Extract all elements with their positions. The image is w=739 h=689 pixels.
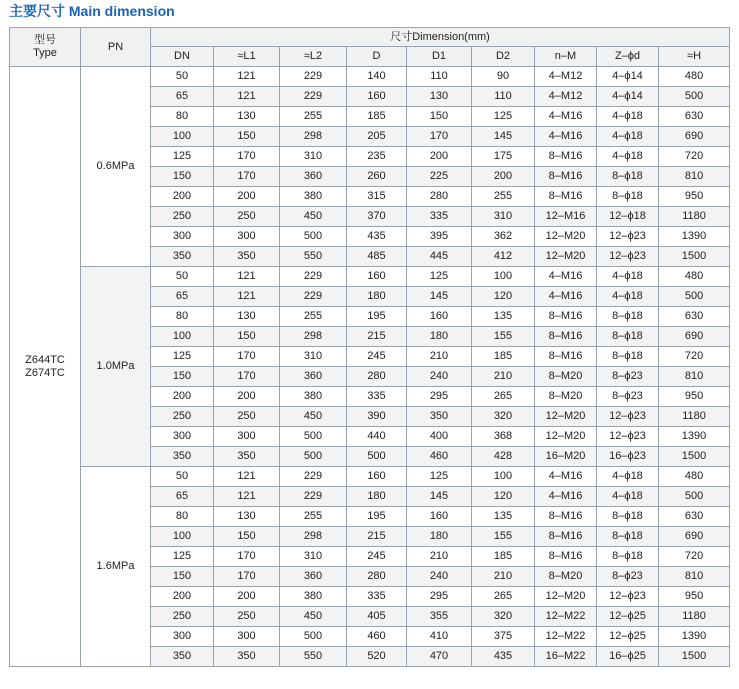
table-cell: 121 (214, 487, 280, 507)
table-cell: 12–ϕ25 (597, 607, 659, 627)
table-cell: 240 (407, 567, 472, 587)
table-cell: 185 (347, 107, 407, 127)
table-cell: 4–ϕ18 (597, 287, 659, 307)
pn-cell: 1.0MPa (81, 267, 151, 467)
table-cell: 200 (151, 387, 214, 407)
table-cell: 8–ϕ18 (597, 547, 659, 567)
table-cell: 8–ϕ18 (597, 167, 659, 187)
table-cell: 8–ϕ18 (597, 347, 659, 367)
table-cell: 121 (214, 87, 280, 107)
table-cell: 135 (472, 307, 535, 327)
table-cell: 229 (280, 467, 347, 487)
table-cell: 412 (472, 247, 535, 267)
table-cell: 170 (214, 547, 280, 567)
table-cell: 195 (347, 507, 407, 527)
table-cell: 12–M20 (535, 427, 597, 447)
table-cell: 245 (347, 547, 407, 567)
table-cell: 90 (472, 67, 535, 87)
table-cell: 150 (151, 167, 214, 187)
table-cell: 12–M20 (535, 247, 597, 267)
table-cell: 8–ϕ23 (597, 387, 659, 407)
table-cell: 350 (407, 407, 472, 427)
table-cell: 80 (151, 107, 214, 127)
table-cell: 300 (151, 427, 214, 447)
table-cell: 65 (151, 287, 214, 307)
table-cell: 460 (347, 627, 407, 647)
table-cell: 350 (214, 647, 280, 667)
table-cell: 500 (280, 227, 347, 247)
table-cell: 4–M16 (535, 487, 597, 507)
table-cell: 160 (347, 467, 407, 487)
header-pn: PN (81, 28, 151, 67)
table-cell: 210 (472, 367, 535, 387)
table-cell: 125 (151, 147, 214, 167)
table-cell: 1180 (659, 407, 730, 427)
table-cell: 8–ϕ18 (597, 187, 659, 207)
table-cell: 1500 (659, 647, 730, 667)
header-row-1 (10, 28, 730, 47)
table-cell: 395 (407, 227, 472, 247)
table-cell: 140 (347, 67, 407, 87)
table-cell: 1390 (659, 427, 730, 447)
table-cell: 12–ϕ23 (597, 407, 659, 427)
table-cell: 300 (151, 627, 214, 647)
table-cell: 250 (214, 607, 280, 627)
table-cell: 4–M16 (535, 127, 597, 147)
table-body (10, 28, 730, 667)
table-cell: 720 (659, 347, 730, 367)
table-cell: 8–ϕ23 (597, 567, 659, 587)
table-cell: 121 (214, 467, 280, 487)
table-cell: 245 (347, 347, 407, 367)
table-cell: 121 (214, 267, 280, 287)
table-cell: 8–M20 (535, 387, 597, 407)
table-cell: 150 (151, 367, 214, 387)
table-cell: 1180 (659, 207, 730, 227)
table-cell: 80 (151, 507, 214, 527)
table-cell: 170 (407, 127, 472, 147)
table-cell: 360 (280, 567, 347, 587)
table-cell: 170 (214, 147, 280, 167)
table-cell: 500 (659, 287, 730, 307)
table-cell: 170 (214, 167, 280, 187)
table-cell: 500 (347, 447, 407, 467)
table-cell: 265 (472, 387, 535, 407)
table-cell: 121 (214, 67, 280, 87)
table-cell: 12–ϕ23 (597, 587, 659, 607)
table-cell: 500 (280, 627, 347, 647)
table-cell: 720 (659, 547, 730, 567)
type-value: Z644TC (25, 353, 65, 366)
table-cell: 12–M16 (535, 207, 597, 227)
table-cell: 235 (347, 147, 407, 167)
table-cell: 135 (472, 507, 535, 527)
table-cell: 8–M16 (535, 527, 597, 547)
table-cell: 145 (407, 487, 472, 507)
table-cell: 450 (280, 407, 347, 427)
table-cell: 4–ϕ18 (597, 267, 659, 287)
table-cell: 368 (472, 427, 535, 447)
table-cell: 240 (407, 367, 472, 387)
table-cell: 300 (151, 227, 214, 247)
table-cell: 16–M20 (535, 447, 597, 467)
table-cell: 121 (214, 287, 280, 307)
table-cell: 250 (151, 407, 214, 427)
table-cell: 8–M16 (535, 167, 597, 187)
table-cell: 480 (659, 267, 730, 287)
header-col-zd: Z–ϕd (597, 47, 659, 67)
table-cell: 130 (407, 87, 472, 107)
table-cell: 370 (347, 207, 407, 227)
table-cell: 150 (407, 107, 472, 127)
table-cell: 400 (407, 427, 472, 447)
table-cell: 125 (151, 547, 214, 567)
pn-cell: 1.6MPa (81, 467, 151, 667)
table-cell: 100 (151, 327, 214, 347)
table-cell: 350 (214, 447, 280, 467)
table-cell: 185 (472, 347, 535, 367)
table-cell: 630 (659, 107, 730, 127)
table-cell: 200 (151, 587, 214, 607)
table-cell: 355 (407, 607, 472, 627)
table-cell: 550 (280, 647, 347, 667)
table-row (10, 267, 730, 287)
table-cell: 435 (347, 227, 407, 247)
table-cell: 350 (151, 447, 214, 467)
table-cell: 320 (472, 607, 535, 627)
table-cell: 125 (151, 347, 214, 367)
table-cell: 380 (280, 187, 347, 207)
table-cell: 250 (214, 407, 280, 427)
table-cell: 520 (347, 647, 407, 667)
table-cell: 215 (347, 327, 407, 347)
table-cell: 950 (659, 387, 730, 407)
table-cell: 8–ϕ18 (597, 307, 659, 327)
header-col-d1: D1 (407, 47, 472, 67)
table-cell: 480 (659, 67, 730, 87)
table-cell: 150 (214, 327, 280, 347)
header-col-dn: DN (151, 47, 214, 67)
table-cell: 265 (472, 587, 535, 607)
table-cell: 8–M16 (535, 307, 597, 327)
table-cell: 630 (659, 507, 730, 527)
header-type (10, 28, 81, 67)
table-cell: 4–ϕ18 (597, 147, 659, 167)
table-cell: 210 (407, 347, 472, 367)
table-cell: 295 (407, 587, 472, 607)
table-cell: 150 (151, 567, 214, 587)
table-cell: 500 (280, 427, 347, 447)
table-cell: 155 (472, 327, 535, 347)
table-cell: 100 (472, 467, 535, 487)
table-cell: 80 (151, 307, 214, 327)
table-cell: 195 (347, 307, 407, 327)
table-cell: 300 (214, 227, 280, 247)
table-cell: 229 (280, 67, 347, 87)
header-col-d: D (347, 47, 407, 67)
table-cell: 175 (472, 147, 535, 167)
table-cell: 485 (347, 247, 407, 267)
table-cell: 1180 (659, 607, 730, 627)
table-cell: 1390 (659, 227, 730, 247)
header-col-d2: D2 (472, 47, 535, 67)
table-row (10, 467, 730, 487)
table-cell: 12–ϕ23 (597, 227, 659, 247)
table-cell: 450 (280, 207, 347, 227)
table-cell: 1390 (659, 627, 730, 647)
table-cell: 335 (407, 207, 472, 227)
table-cell: 8–M20 (535, 367, 597, 387)
table-cell: 4–ϕ18 (597, 127, 659, 147)
table-cell: 4–ϕ14 (597, 87, 659, 107)
table-cell: 350 (214, 247, 280, 267)
table-cell: 229 (280, 267, 347, 287)
table-cell: 335 (347, 587, 407, 607)
table-cell: 310 (472, 207, 535, 227)
table-cell: 12–M22 (535, 627, 597, 647)
table-cell: 229 (280, 287, 347, 307)
table-cell: 8–M16 (535, 347, 597, 367)
table-cell: 12–ϕ18 (597, 207, 659, 227)
table-cell: 255 (280, 507, 347, 527)
table-cell: 145 (407, 287, 472, 307)
table-cell: 120 (472, 487, 535, 507)
table-cell: 360 (280, 167, 347, 187)
table-cell: 440 (347, 427, 407, 447)
table-cell: 16–M22 (535, 647, 597, 667)
table-cell: 250 (214, 207, 280, 227)
table-cell: 50 (151, 67, 214, 87)
table-cell: 810 (659, 367, 730, 387)
type-cell (10, 67, 81, 667)
table-cell: 8–ϕ23 (597, 367, 659, 387)
table-cell: 335 (347, 387, 407, 407)
table-cell: 690 (659, 527, 730, 547)
header-dimension-group: 尺寸Dimension(mm) (151, 28, 730, 47)
table-cell: 180 (347, 287, 407, 307)
table-cell: 630 (659, 307, 730, 327)
table-cell: 12–M20 (535, 587, 597, 607)
table-cell: 298 (280, 327, 347, 347)
table-cell: 8–ϕ18 (597, 327, 659, 347)
table-cell: 810 (659, 567, 730, 587)
table-cell: 500 (280, 447, 347, 467)
table-cell: 410 (407, 627, 472, 647)
table-cell: 428 (472, 447, 535, 467)
table-cell: 4–M12 (535, 87, 597, 107)
table-cell: 4–M16 (535, 107, 597, 127)
table-cell: 250 (151, 207, 214, 227)
table-cell: 225 (407, 167, 472, 187)
table-cell: 229 (280, 87, 347, 107)
table-cell: 480 (659, 467, 730, 487)
table-cell: 810 (659, 167, 730, 187)
table-cell: 8–M16 (535, 327, 597, 347)
table-cell: 12–M22 (535, 607, 597, 627)
table-cell: 310 (280, 547, 347, 567)
table-cell: 110 (472, 87, 535, 107)
table-cell: 120 (472, 287, 535, 307)
table-cell: 405 (347, 607, 407, 627)
table-cell: 298 (280, 527, 347, 547)
table-cell: 280 (347, 367, 407, 387)
table-cell: 150 (214, 127, 280, 147)
table-cell: 185 (472, 547, 535, 567)
table-cell: 210 (407, 547, 472, 567)
table-cell: 4–M12 (535, 67, 597, 87)
table-cell: 295 (407, 387, 472, 407)
table-cell: 470 (407, 647, 472, 667)
table-cell: 4–ϕ18 (597, 107, 659, 127)
table-cell: 155 (472, 527, 535, 547)
table-cell: 310 (280, 347, 347, 367)
table-cell: 8–M16 (535, 547, 597, 567)
table-cell: 4–ϕ18 (597, 467, 659, 487)
table-cell: 690 (659, 327, 730, 347)
table-cell: 180 (347, 487, 407, 507)
table-cell: 380 (280, 587, 347, 607)
table-cell: 170 (214, 367, 280, 387)
table-cell: 450 (280, 607, 347, 627)
table-cell: 950 (659, 587, 730, 607)
table-cell: 350 (151, 647, 214, 667)
page-title: 主要尺寸 Main dimension (9, 3, 175, 19)
table-cell: 16–ϕ23 (597, 447, 659, 467)
table-cell: 160 (347, 87, 407, 107)
table-cell: 180 (407, 327, 472, 347)
table-cell: 4–ϕ14 (597, 67, 659, 87)
type-value: Z674TC (25, 366, 65, 379)
table-row (10, 67, 730, 87)
table-cell: 950 (659, 187, 730, 207)
table-cell: 170 (214, 567, 280, 587)
table-cell: 4–M16 (535, 467, 597, 487)
table-cell: 8–ϕ18 (597, 527, 659, 547)
table-cell: 12–ϕ25 (597, 627, 659, 647)
table-cell: 12–M20 (535, 227, 597, 247)
table-cell: 350 (151, 247, 214, 267)
table-cell: 205 (347, 127, 407, 147)
table-cell: 310 (280, 147, 347, 167)
table-cell: 100 (151, 527, 214, 547)
table-cell: 200 (472, 167, 535, 187)
table-cell: 360 (280, 367, 347, 387)
table-cell: 12–ϕ23 (597, 247, 659, 267)
table-cell: 12–ϕ23 (597, 427, 659, 447)
header-col-l1: ≈L1 (214, 47, 280, 67)
table-cell: 110 (407, 67, 472, 87)
table-cell: 1500 (659, 247, 730, 267)
table-cell: 100 (472, 267, 535, 287)
table-cell: 375 (472, 627, 535, 647)
pn-cell: 0.6MPa (81, 67, 151, 267)
table-cell: 298 (280, 127, 347, 147)
table-cell: 100 (151, 127, 214, 147)
table-cell: 180 (407, 527, 472, 547)
table-cell: 160 (347, 267, 407, 287)
table-cell: 150 (214, 527, 280, 547)
table-cell: 50 (151, 467, 214, 487)
table-cell: 160 (407, 307, 472, 327)
table-cell: 500 (659, 487, 730, 507)
table-cell: 320 (472, 407, 535, 427)
table-cell: 65 (151, 87, 214, 107)
table-cell: 260 (347, 167, 407, 187)
table-cell: 445 (407, 247, 472, 267)
table-cell: 4–M16 (535, 287, 597, 307)
table-cell: 8–ϕ18 (597, 507, 659, 527)
header-type-en: Type (33, 47, 57, 59)
table-cell: 200 (407, 147, 472, 167)
table-cell: 229 (280, 487, 347, 507)
table-cell: 200 (151, 187, 214, 207)
table-cell: 362 (472, 227, 535, 247)
table-cell: 280 (407, 187, 472, 207)
dimension-table (9, 27, 730, 667)
table-cell: 550 (280, 247, 347, 267)
table-cell: 300 (214, 627, 280, 647)
table-cell: 125 (472, 107, 535, 127)
table-cell: 130 (214, 507, 280, 527)
table-cell: 315 (347, 187, 407, 207)
table-cell: 125 (407, 267, 472, 287)
header-type-cn: 型号 (34, 34, 56, 46)
header-col-h: ≈H (659, 47, 730, 67)
table-cell: 12–M20 (535, 407, 597, 427)
table-cell: 390 (347, 407, 407, 427)
table-cell: 125 (407, 467, 472, 487)
table-cell: 8–M20 (535, 567, 597, 587)
header-col-nm: n–M (535, 47, 597, 67)
table-cell: 4–M16 (535, 267, 597, 287)
table-cell: 8–M16 (535, 147, 597, 167)
table-cell: 690 (659, 127, 730, 147)
table-cell: 160 (407, 507, 472, 527)
table-cell: 720 (659, 147, 730, 167)
table-cell: 200 (214, 387, 280, 407)
table-cell: 16–ϕ25 (597, 647, 659, 667)
header-col-l2: ≈L2 (280, 47, 347, 67)
table-cell: 8–M16 (535, 507, 597, 527)
table-cell: 435 (472, 647, 535, 667)
table-cell: 130 (214, 307, 280, 327)
table-cell: 4–ϕ18 (597, 487, 659, 507)
table-cell: 65 (151, 487, 214, 507)
table-cell: 215 (347, 527, 407, 547)
table-cell: 280 (347, 567, 407, 587)
table-cell: 250 (151, 607, 214, 627)
table-cell: 210 (472, 567, 535, 587)
table-cell: 50 (151, 267, 214, 287)
table-cell: 170 (214, 347, 280, 367)
table-cell: 255 (280, 107, 347, 127)
table-cell: 255 (280, 307, 347, 327)
table-cell: 8–M16 (535, 187, 597, 207)
table-cell: 380 (280, 387, 347, 407)
table-cell: 460 (407, 447, 472, 467)
table-cell: 200 (214, 587, 280, 607)
table-cell: 200 (214, 187, 280, 207)
table-cell: 255 (472, 187, 535, 207)
table-cell: 145 (472, 127, 535, 147)
table-cell: 130 (214, 107, 280, 127)
table-cell: 500 (659, 87, 730, 107)
table-cell: 300 (214, 427, 280, 447)
table-cell: 1500 (659, 447, 730, 467)
